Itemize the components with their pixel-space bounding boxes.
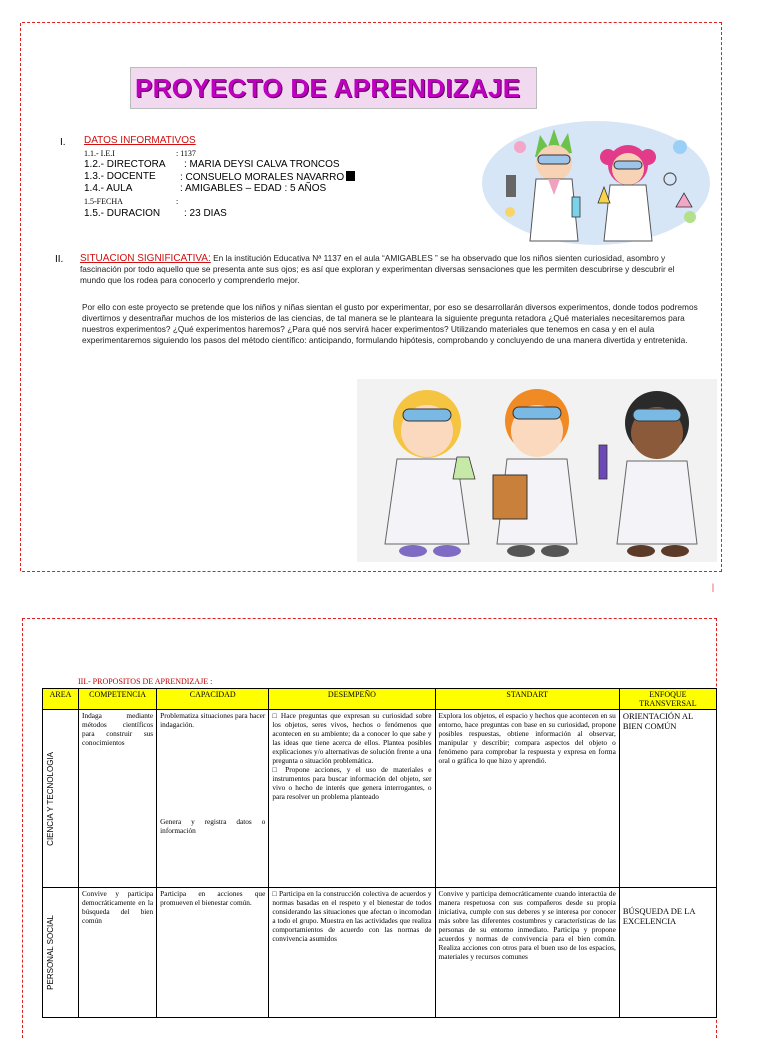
- area-cell: [43, 710, 79, 888]
- standart-cell: Explora los objetos, el espacio y hechos que acontecen en su entorno, hace preguntas con base en su curiosidad, propone posibles respuestas, obtiene información al observar, manipular y describir; compara aspectos del objeto o fenómeno para comprobar la respuesta y expresa en forma oral o gráfica lo que hizo y aprendió.: [435, 710, 619, 888]
- info-row-duracion: [84, 208, 227, 220]
- enfoque-cell: BÚSQUEDA DE LA EXCELENCIA: [619, 888, 716, 1018]
- info-row-docente: [84, 171, 345, 183]
- info-value: : AMIGABLES – EDAD : 5 AÑOS: [180, 183, 327, 194]
- area-label: PERSONAL SOCIAL: [46, 915, 55, 990]
- info-value: : MARIA DEYSI CALVA TRONCOS: [184, 159, 340, 170]
- section2-heading: SITUACION SIGNIFICATIVA:: [80, 253, 211, 264]
- table-header: AREA: [43, 689, 79, 710]
- info-label: 1.5-FECHA: [84, 197, 123, 206]
- competencia-cell: Indaga mediante métodos científicos para construir sus conocimientos: [79, 710, 157, 888]
- table-row: [43, 888, 717, 1018]
- table-header: CAPACIDAD: [157, 689, 269, 710]
- desempeno-cell: □ Participa en la construcción colectiva de acuerdos y normas basadas en el respeto y el bienestar de todos considerando las situaciones que afectan o incomodan a todo el grupo. Muestra en las actividades que realiza comportamientos de acuerdo con las normas de convivencia asumidos: [269, 888, 435, 1018]
- table-row: [43, 710, 717, 888]
- table-header: STANDART: [435, 689, 619, 710]
- info-value: : 23 DIAS: [184, 208, 227, 219]
- section1-heading: DATOS INFORMATIVOS: [84, 135, 196, 146]
- info-label: 1.2.- DIRECTORA: [84, 159, 166, 170]
- capacidad-cell: [157, 888, 269, 1018]
- info-row-aula: [84, 183, 327, 195]
- competencia-cell: Convive y participa democráticamente en la búsqueda del bien común: [79, 888, 157, 1018]
- desempeno-cell: □ Hace preguntas que expresan su curiosidad sobre los objetos, seres vivos, hechos o fenómenos que acontecen en su ambiente; da a conocer lo que sabe y las ideas que tiene acerca de ellos. Plantea posibles explicaciones y/o alternativas de solución frente a una pregunta o situación problemática. □ Propone acciones, y el uso de materiales e instrumentos para buscar información del objeto, ser vivo o hecho de interés que genera interrogantes, o para resolver un problema planteado: [269, 710, 435, 888]
- table-header: ENFOQUE TRANSVERSAL: [619, 689, 716, 710]
- three-children-scientists-illustration: [357, 379, 717, 562]
- info-label: 1.4.- AULA: [84, 183, 133, 194]
- capacidad-item: Genera y registra datos o información: [160, 817, 266, 835]
- info-row-directora: [84, 159, 340, 171]
- scientist-kids-illustration: [480, 117, 712, 249]
- enfoque-cell: ORIENTACIÓN AL BIEN COMÚN: [619, 710, 716, 888]
- section3-caption: III.- PROPOSITOS DE APRENDIZAJE :: [78, 677, 213, 686]
- section2-intro: En la institución Educativa Nª 1137 en el aula “AMIGABLES ” se ha observado que los niños sienten curiosidad, asombro y fascinación por todo aquello que se presenta ante sus ojos; es así que exploran y experimentan diversas sensaciones que les permiten descubrirse y descubrir el mundo que los rodea para conocerlo y comprenderlo mejor.: [80, 253, 675, 285]
- info-label: 1.5.- DURACION: [84, 208, 161, 219]
- section2-number: II.: [55, 254, 64, 265]
- area-cell: [43, 888, 79, 1018]
- info-label: 1.3.- DOCENTE: [84, 171, 156, 182]
- table-header: COMPETENCIA: [79, 689, 157, 710]
- project-paragraph: Por ello con este proyecto se pretende que los niños y niñas sientan el gusto por experimentar, por eso se desarrollarán diversos experimentos, donde todos podremos divertirnos y desentrañar muchos de los misterios de las ciencias, de tal manera se le planteara la siguiente pregunta retadora ¿Qué materiales necesitaremos para nuestros experimentos? ¿Qué experimentos haremos? ¿Para qué nos servirá hacer experimentos? Utilizando materiales que tenemos en casa y en el aula experimentaremos siguiendo los pasos del método científico: anticipando, formulando hipótesis, comprobando y concluyendo de una manera divertida y entretenida.: [82, 302, 698, 345]
- page-title: PROYECTO DE APRENDIZAJE: [130, 67, 537, 109]
- info-value: : 1137: [176, 149, 196, 158]
- info-label: 1.1.- I.E.I: [84, 149, 115, 158]
- info-value: :: [176, 197, 179, 206]
- table-header: DESEMPEÑO: [269, 689, 435, 710]
- area-label: CIENCIA Y TECNOLOGIA: [46, 751, 55, 846]
- standart-cell: Convive y participa democráticamente cuando interactúa de manera respetuosa con sus compañeros desde su propia iniciativa, cumple con sus deberes y se interesa por conocer más sobre las diferentes costumbres y características de las personas de su entorno inmediato. Participa y propone acuerdos y normas de convivencia para el bien común. Realiza acciones con otros para el buen uso de los espacios, materiales y recursos comunes: [435, 888, 619, 1018]
- page-break-mark: |: [712, 582, 714, 592]
- propositos-table: [42, 688, 717, 1018]
- capacidad-item: Participa en acciones que promueven el bienestar común.: [160, 889, 266, 907]
- info-row-fecha: [84, 196, 179, 208]
- table-header-row: [43, 689, 717, 710]
- situacion-significativa-paragraph: [80, 253, 702, 286]
- capacidad-item: Problematiza situaciones para hacer indagación.: [160, 711, 266, 729]
- section1-number: I.: [60, 137, 66, 148]
- text-cursor-block: [346, 171, 355, 181]
- capacidad-cell: [157, 710, 269, 888]
- info-value: : CONSUELO MORALES NAVARRO: [180, 172, 345, 183]
